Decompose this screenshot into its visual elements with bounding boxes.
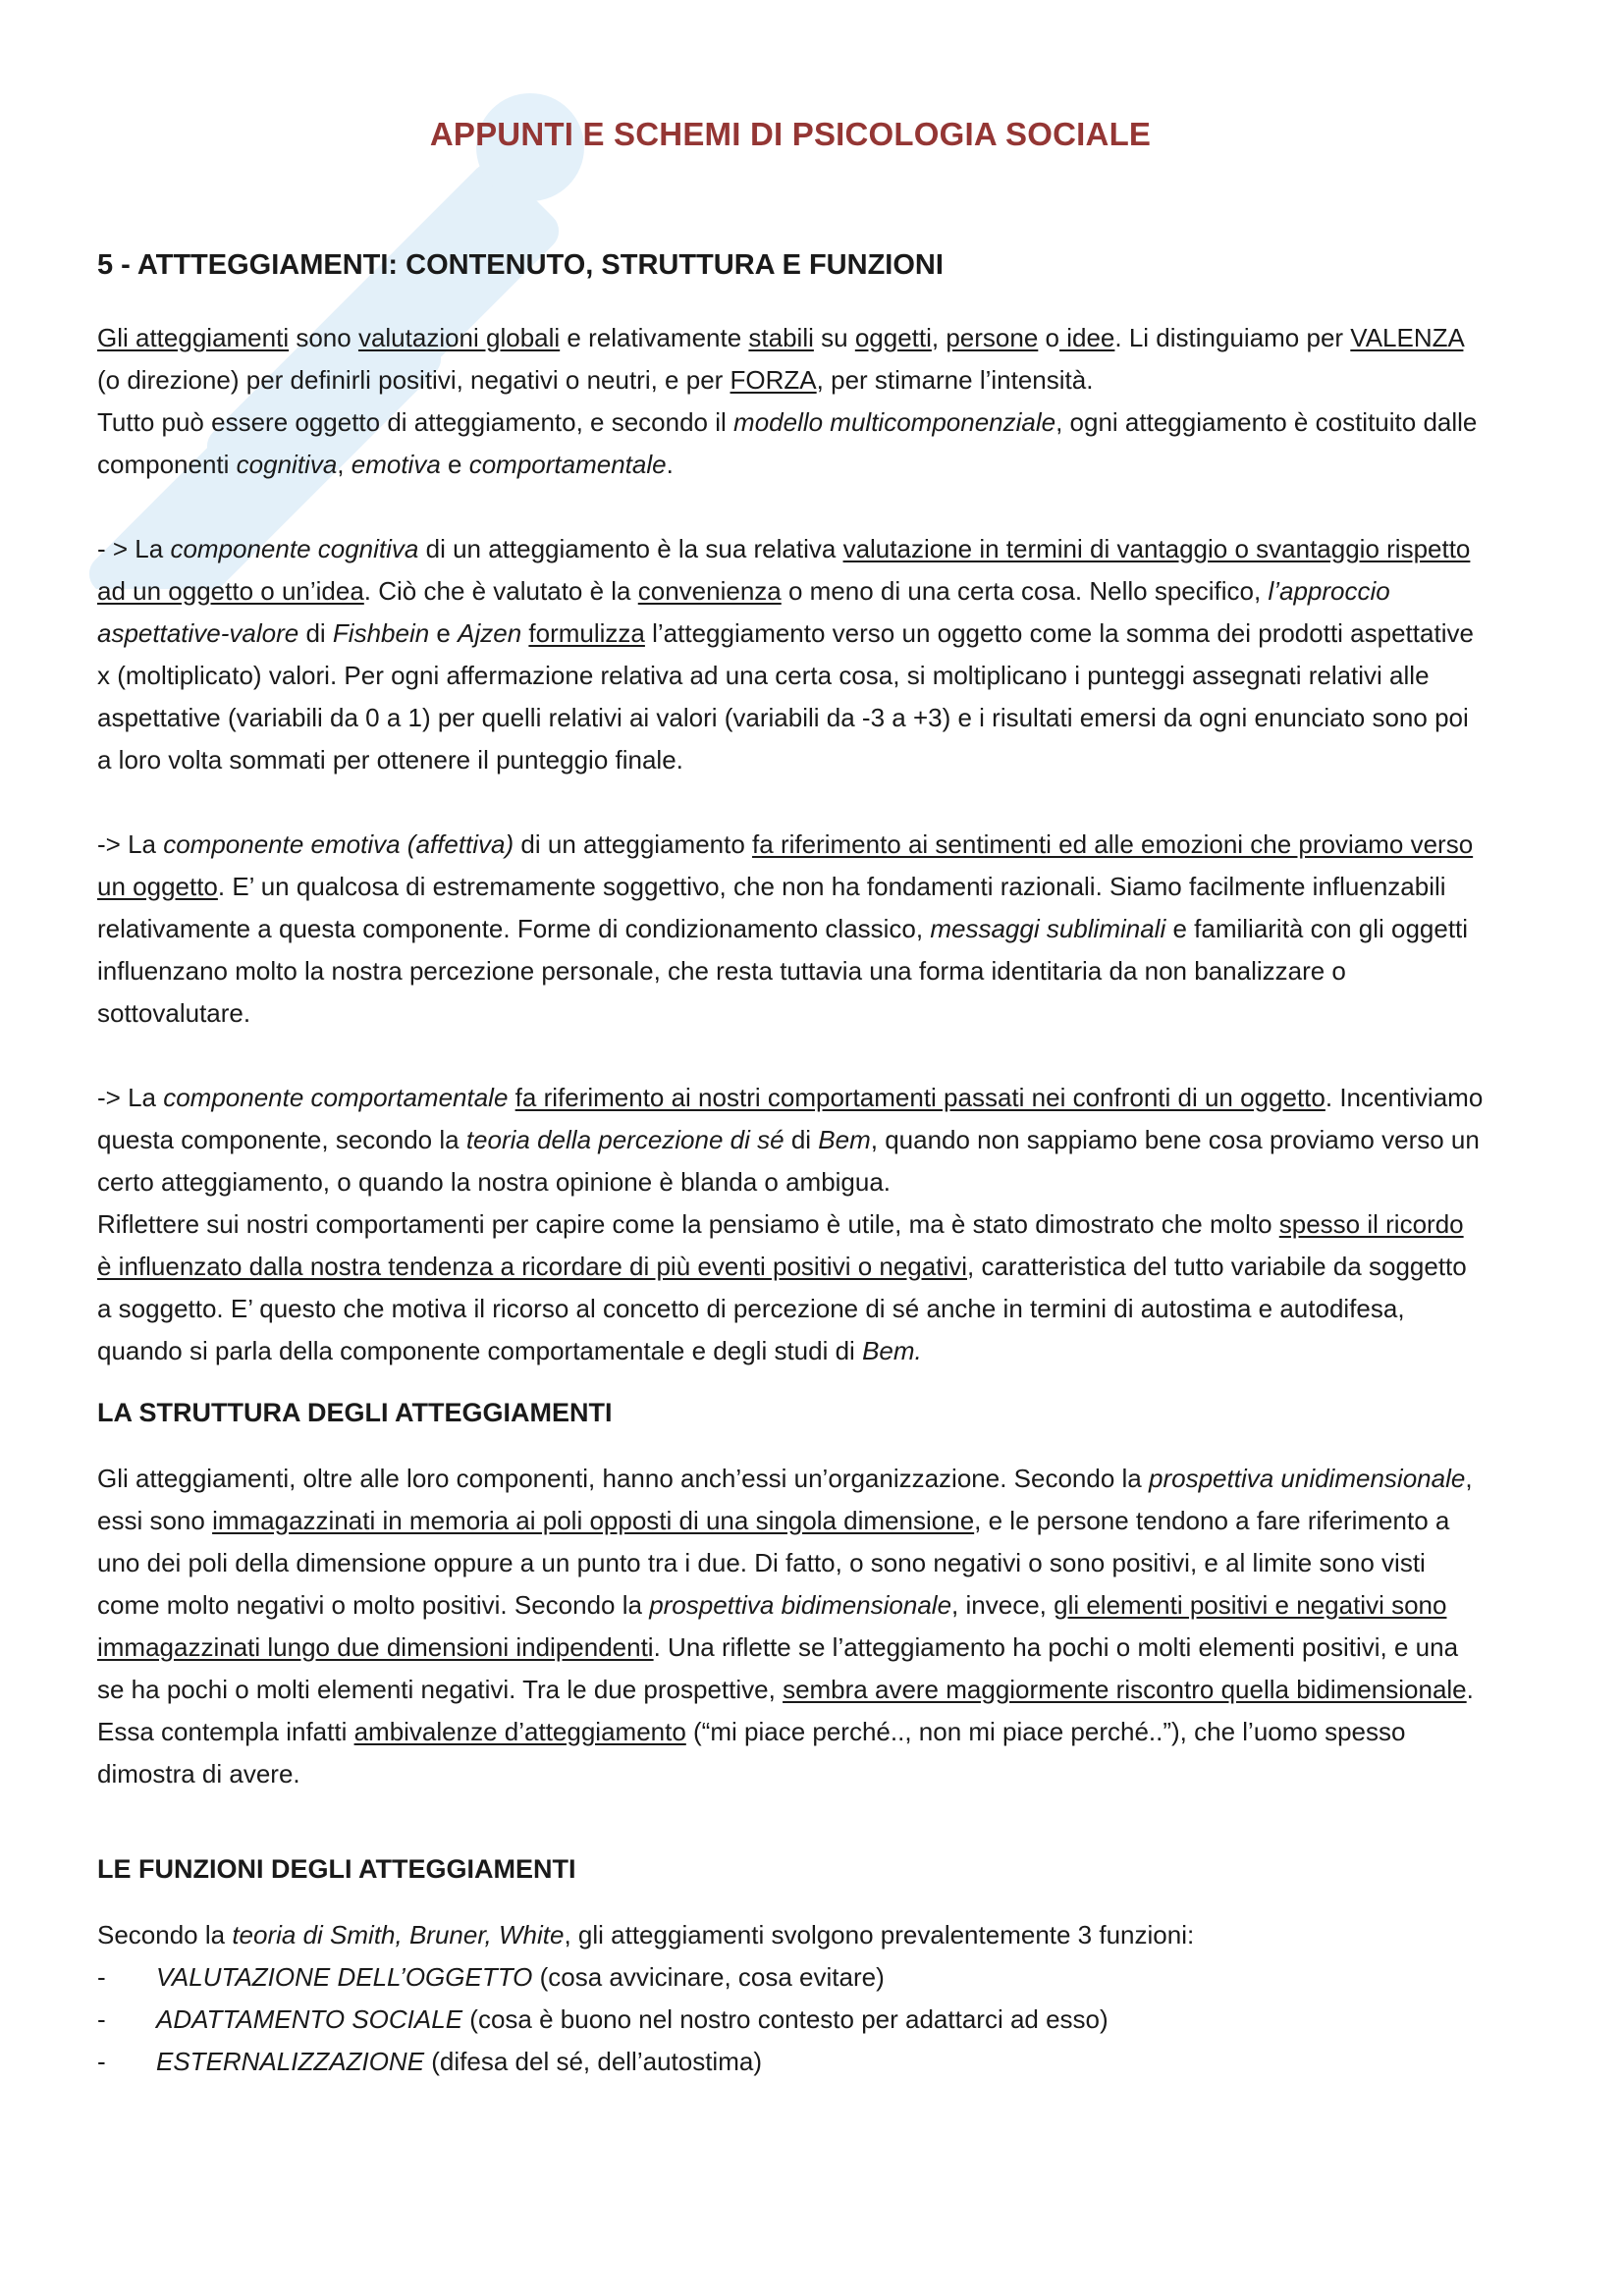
text: , gli atteggiamenti svolgono prevalentemente 3 funzioni: [564,1920,1195,1949]
text: o meno di una certa cosa. Nello specifico, [781,576,1269,606]
text: (“mi piace perché.., non mi piace perché..”), che l’uomo spesso dimostra di avere. [97,1717,1406,1789]
text: . Una riflette se l’atteggiamento ha pochi o molti elementi positivi, e una se ha pochi o molti elementi negativi. Tra le due prospettive, [97,1632,1459,1704]
text: sono [289,323,358,352]
term: oggetti [854,323,932,352]
term: prospettiva unidimensionale [1149,1464,1466,1493]
function-desc: (difesa del sé, dell’autostima) [424,2047,762,2076]
term: emotiva [351,450,441,479]
text: . Incentiviamo questa componente, secondo la [97,1083,1484,1154]
section-heading-structure: LA STRUTTURA DEGLI ATTEGGIAMENTI [97,1398,613,1427]
term: VALENZA [1350,323,1464,352]
list-item [97,1999,1484,2041]
term: comportamentale [468,450,667,479]
text: (o direzione) per definirli positivi, negativi o neutri, e per [97,365,730,395]
term: fa riferimento ai sentimenti ed alle emozioni che proviamo verso un oggetto [97,829,1474,901]
function-desc: (cosa avvicinare, cosa evitare) [532,1962,885,1992]
text: Secondo la [97,1920,233,1949]
term: Gli atteggiamenti [97,323,290,352]
section-heading-functions: LE FUNZIONI DEGLI ATTEGGIAMENTI [97,1854,576,1884]
behavioral-component-paragraph-2 [97,1203,1484,1372]
structure-paragraph [97,1458,1484,1795]
document-body [97,116,1484,2083]
text: , [931,323,947,352]
cognitive-component-paragraph [97,528,1484,781]
spacer [97,1372,1484,1398]
text: Tutto può essere oggetto di atteggiamento, e secondo il [97,407,734,437]
text: -> La [97,1083,164,1112]
term: spesso il ricordo è influenzato dalla nostra tendenza a ricordare di più eventi positivi o negativi [97,1209,1464,1281]
text: e relativamente [560,323,749,352]
text: e familiarità con gli oggetti influenzano molto la nostra percezione personale, che resta tuttavia una forma identitaria da non banalizzare o sottovalutare. [97,914,1469,1028]
function-term: VALUTAZIONE DELL’OGGETTO [156,1962,533,1992]
text: , quando non sappiamo bene cosa proviamo verso un certo atteggiamento, o quando la nostra opinione è blanda o ambigua. [97,1125,1480,1197]
spacer [97,486,1484,528]
function-term: ESTERNALIZZAZIONE [156,2047,425,2076]
text: , e le persone tendono a fare riferimento a uno dei poli della dimensione oppure a un punto tra i due. Di fatto, o sono negativi o sono positivi, e al limite sono visti come molto negativi o molto positivi. Secondo la [97,1506,1450,1620]
text: di un atteggiamento è la sua relativa [418,534,843,563]
term: persone [946,323,1039,352]
term: componente comportamentale [163,1083,509,1112]
term: Ajzen [458,618,522,648]
term: cognitiva [236,450,338,479]
term: l’approccio aspettative-valore [97,576,1390,648]
text: Gli atteggiamenti, oltre alle loro componenti, hanno anch’essi un’organizzazione. Secondo la [97,1464,1149,1493]
dash-bullet: - [97,1962,106,1992]
text: -> La [97,829,164,859]
text: , per stimarne l’intensità. [816,365,1094,395]
text: . [666,450,674,479]
text: . E’ un qualcosa di estremamente soggettivo, che non ha fondamenti razionali. Siamo facilmente influenzabili relativamente a questa componente. Forme di condizionamento classico, [97,872,1446,943]
term: teoria di Smith, Bruner, White [232,1920,565,1949]
text: e [429,618,459,648]
term: modello multicomponenziale [733,407,1056,437]
text: , invece, [951,1590,1055,1620]
text: e [440,450,469,479]
term: sembra avere maggiormente riscontro quella bidimensionale [783,1675,1467,1704]
text [508,1083,514,1112]
term: convenienza [637,576,782,606]
text: , caratteristica del tutto variabile da soggetto a soggetto. E’ questo che motiva il ricorso al concetto di percezione di sé anche in termini di autostima e autodifesa, quando si parla della componente comportamentale e degli studi di [97,1252,1467,1365]
term: stabili [748,323,814,352]
term: formulizza [528,618,645,648]
spacer [97,1035,1484,1077]
term: prospettiva bidimensionale [649,1590,952,1620]
text: su [813,323,855,352]
text: . Ciò che è valutato è la [363,576,638,606]
function-desc: (cosa è buono nel nostro contesto per adattarci ad esso) [462,2004,1109,2034]
term: ambivalenze d’atteggiamento [353,1717,686,1746]
text: o [1038,323,1059,352]
term: Fishbein [332,618,430,648]
term: fa riferimento ai nostri comportamenti passati nei confronti di un oggetto [514,1083,1325,1112]
term: immagazzinati in memoria ai poli opposti di una singola dimensione [212,1506,975,1535]
term: teoria della percezione di sé [465,1125,784,1154]
list-item [97,2041,1484,2083]
dash-bullet: - [97,2047,106,2076]
term: Bem. [862,1336,922,1365]
spacer [97,781,1484,824]
term: messaggi subliminali [930,914,1166,943]
text: Riflettere sui nostri comportamenti per capire come la pensiamo è utile, ma è stato dimostrato che molto [97,1209,1279,1239]
chapter-heading: 5 - ATTTEGGIAMENTI: CONTENUTO, STRUTTURA E FUNZIONI [97,249,944,281]
text: di un atteggiamento [514,829,753,859]
text: , essi sono [97,1464,1473,1535]
behavioral-component-paragraph [97,1077,1484,1203]
term: valutazioni globali [357,323,561,352]
term: gli elementi positivi e negativi sono immagazzinati lungo due dimensioni indipendenti [97,1590,1447,1662]
term: componente emotiva (affettiva) [163,829,514,859]
term: FORZA [730,365,817,395]
functions-list [97,1956,1484,2083]
document-title: APPUNTI E SCHEMI DI PSICOLOGIA SOCIALE [429,116,1152,152]
term: componente cognitiva [170,534,419,563]
text: l’atteggiamento verso un oggetto come la somma dei prodotti aspettative x (moltiplicato) valori. Per ogni affermazione relativa ad una certa cosa, si moltiplicano i punteggi assegnati relativi alle aspettative (variabili da 0 a 1) per quelli relativi ai valori (variabili da -3 a +3) e i risultati emersi da ogni enunciato sono poi a loro volta sommati per ottenere il punteggio finale. [97,618,1474,774]
function-term: ADATTAMENTO SOCIALE [156,2004,463,2034]
spacer [97,1795,1484,1854]
emotional-component-paragraph [97,824,1484,1035]
text: di [784,1125,819,1154]
dash-bullet: - [97,2004,106,2034]
term: valutazione in termini di vantaggio o svantaggio rispetto ad un oggetto o un’idea [97,534,1471,606]
text: . Essa contempla infatti [97,1675,1474,1746]
text: di [298,618,333,648]
text: , [337,450,352,479]
functions-intro [97,1914,1484,1956]
intro-paragraph [97,317,1484,401]
text: - > La [97,534,171,563]
text: . Li distinguiamo per [1114,323,1351,352]
intro-paragraph-2 [97,401,1484,486]
term: Bem [818,1125,871,1154]
list-item [97,1956,1484,1999]
term: idee [1059,323,1115,352]
text: , ogni atteggiamento è costituito dalle componenti [97,407,1478,479]
